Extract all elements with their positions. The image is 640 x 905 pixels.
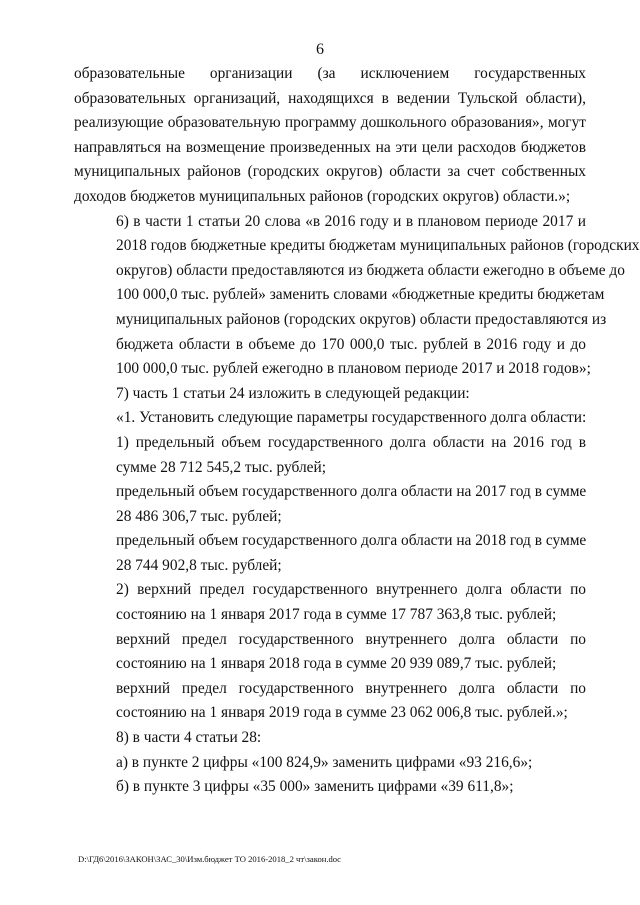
document-body <box>74 62 640 800</box>
text-line: направляться на возмещение произведенных на эти цели расходов бюджетов <box>74 138 586 156</box>
text-line: доходов бюджетов муниципальных районов (городских округов) области.»; <box>74 187 571 205</box>
paragraph-subitem-a <box>74 751 586 776</box>
paragraph-upper-limit-2017 <box>74 578 586 627</box>
text-line: 1) предельный объем государственного долга области на 2016 год в <box>116 433 586 451</box>
text-line: округов) области предоставляются из бюджета области ежегодно в объеме до <box>116 261 625 279</box>
text-line: 6) в части 1 статьи 20 слова «в 2016 году и в плановом периоде 2017 и <box>116 212 586 230</box>
paragraph-item-7 <box>74 382 586 407</box>
paragraph-item-8 <box>74 726 586 751</box>
paragraph-debt-limit-2018 <box>74 529 586 578</box>
paragraph-upper-limit-2019 <box>74 677 586 726</box>
text-line: 2018 годов бюджетные кредиты бюджетам муниципальных районов (городских <box>116 237 640 255</box>
text-line: состоянию на 1 января 2019 года в сумме 23 062 006,8 тыс. рублей.»; <box>116 704 568 722</box>
paragraph-subitem-b <box>74 775 586 800</box>
text-line: 28 744 902,8 тыс. рублей; <box>116 556 282 574</box>
text-line: верхний предел государственного внутреннего долга области по <box>116 679 586 697</box>
paragraph-item-6 <box>74 210 640 382</box>
text-line: реализующие образовательную программу дошкольного образования», могут <box>74 114 586 132</box>
text-line: «1. Установить следующие параметры государственного долга области: <box>116 409 587 427</box>
text-line: предельный объем государственного долга области на 2017 год в сумме <box>116 483 587 501</box>
text-line: 100 000,0 тыс. рублей ежегодно в плановом периоде 2017 и 2018 годов»; <box>116 360 591 378</box>
text-line: бюджета области в объеме до 170 000,0 тыс. рублей в 2016 году и до <box>116 335 586 353</box>
text-line: б) в пункте 3 цифры «35 000» заменить цифрами «39 611,8»; <box>116 778 514 796</box>
text-line: 28 486 306,7 тыс. рублей; <box>116 507 282 525</box>
paragraph-quote-start <box>74 406 586 431</box>
text-line: 100 000,0 тыс. рублей» заменить словами «бюджетные кредиты бюджетам <box>116 286 605 304</box>
file-path-footer: D:\ГД6\2016\ЗАКОН\ЗАС_30\Изм.бюджет ТО 2016-2018_2 чт\закон.doc <box>78 854 341 864</box>
text-line: образовательных организаций, находящихся в ведении Тульской области), <box>74 89 586 107</box>
page-number: 6 <box>316 41 324 58</box>
text-line: состоянию на 1 января 2018 года в сумме 20 939 089,7 тыс. рублей; <box>116 655 557 673</box>
paragraph-upper-limit-2018 <box>74 628 586 677</box>
text-line: муниципальных районов (городских округов) области предоставляются из <box>116 310 607 328</box>
paragraph-debt-limit-2017 <box>74 480 586 529</box>
text-line: верхний предел государственного внутреннего долга области по <box>116 630 586 648</box>
text-line: 8) в части 4 статьи 28: <box>116 729 262 747</box>
paragraph-debt-limit-2016 <box>74 431 586 480</box>
text-line: образовательные организации (за исключением государственных <box>74 65 586 82</box>
text-line: предельный объем государственного долга области на 2018 год в сумме <box>116 532 587 550</box>
text-line: а) в пункте 2 цифры «100 824,9» заменить цифрами «93 216,6»; <box>116 753 533 771</box>
text-line: муниципальных районов (городских округов) области за счет собственных <box>74 163 586 181</box>
paragraph-continuation <box>74 62 586 210</box>
text-line: 2) верхний предел государственного внутреннего долга области по <box>116 581 586 599</box>
text-line: 7) часть 1 статьи 24 изложить в следующей редакции: <box>116 384 470 402</box>
text-line: сумме 28 712 545,2 тыс. рублей; <box>116 458 326 476</box>
text-line: состоянию на 1 января 2017 года в сумме 17 787 363,8 тыс. рублей; <box>116 606 557 624</box>
